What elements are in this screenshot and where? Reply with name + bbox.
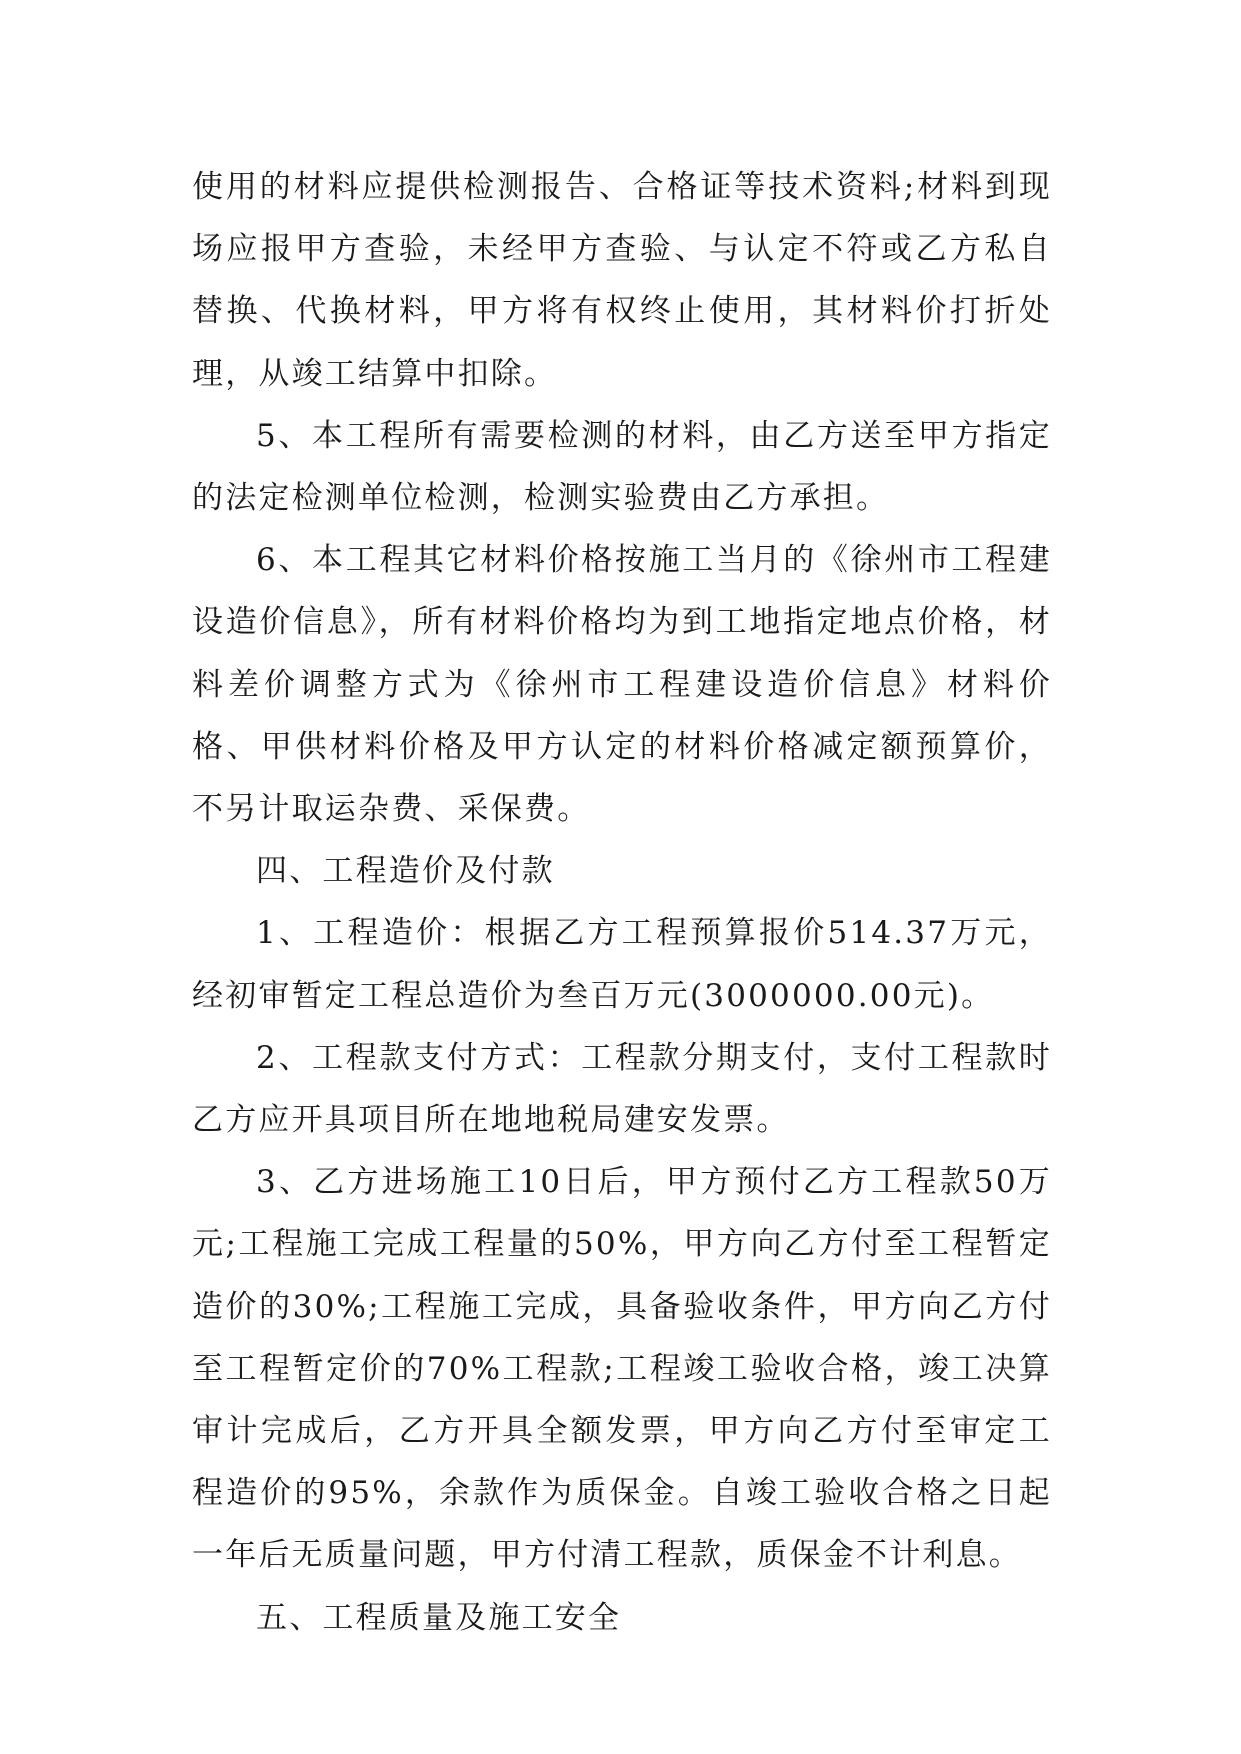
paragraph-materials-continued: 使用的材料应提供检测报告、合格证等技术资料;材料到现场应报甲方查验，未经甲方查验、与认定不符或乙方私自替换、代换材料，甲方将有权终止使用，其材料价打折处理，从竣工结算中扣除。 <box>192 169 1052 392</box>
paragraph-payment-2: 2、工程款支付方式：工程款分期支付，支付工程款时乙方应开具项目所在地地税局建安发票。 <box>192 1039 1052 1139</box>
section-heading-5: 五、工程质量及施工安全 <box>256 1599 622 1636</box>
document-body <box>192 156 1052 1649</box>
section-heading-4: 四、工程造价及付款 <box>256 853 555 890</box>
paragraph-payment-1: 1、工程造价：根据乙方工程预算报价514.37万元，经初审暂定工程总造价为叁百万元(3000000.00元)。 <box>192 915 1052 1014</box>
paragraph-item-5: 5、本工程所有需要检测的材料，由乙方送至甲方指定的法定检测单位检测，检测实验费由乙方承担。 <box>192 417 1052 517</box>
paragraph-payment-3: 3、乙方进场施工10日后，甲方预付乙方工程款50万元;工程施工完成工程量的50%，甲方向乙方付至工程暂定造价的30%;工程施工完成，具备验收条件，甲方向乙方付至工程暂定价的70%工程款;工程竣工验收合格，竣工决算审计完成后，乙方开具全额发票，甲方向乙方付至审定工程造价的95%，余款作为质保金。自竣工验收合格之日起一年后无质量问题，甲方付清工程款，质保金不计利息。 <box>192 1164 1052 1574</box>
paragraph-item-6: 6、本工程其它材料价格按施工当月的《徐州市工程建设造价信息》，所有材料价格均为到工地指定地点价格，材料差价调整方式为《徐州市工程建设造价信息》材料价格、甲供材料价格及甲方认定的材料价格减定额预算价，不另计取运杂费、采保费。 <box>192 542 1052 828</box>
